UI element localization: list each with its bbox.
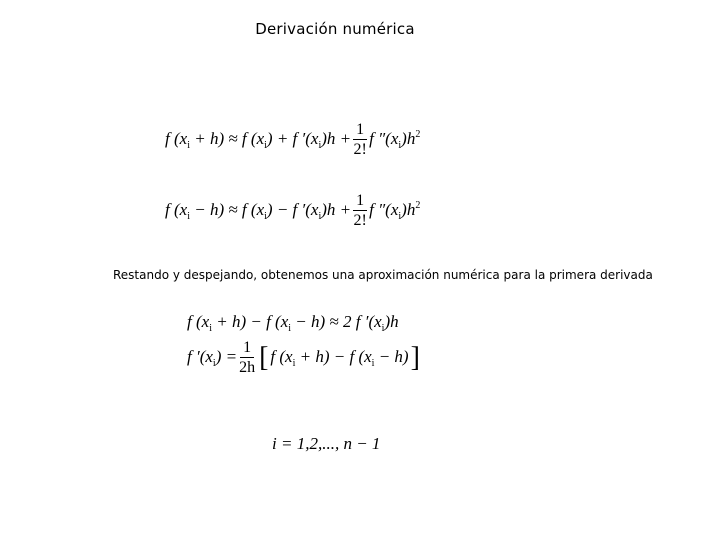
eq2-lhs: f $(x_i - h) \approx f$ $(x_i) - f$ $'(x_i)h$ + [165,200,352,222]
page-title: Derivación numérica [255,20,415,38]
taylor-forward-equation [165,122,420,158]
eq5-text: i = 1,2,..., n − 1 [272,434,381,453]
eq2-fraction: $\frac{1}{2!}$ [353,192,367,229]
eq1-lhs: f $(x_i + h) \approx f$ $(x_i) + f$ $'(x_i)h$ + [165,129,352,151]
explanation-text: Restando y despejando, obtenemos una aproximación numérica para la primera derivada [113,268,653,282]
eq4-open-bracket: [ [259,342,269,373]
eq4-fraction: $\frac{1}{2h}$ [239,339,256,376]
central-difference-equation [187,340,422,376]
eq2-rhs: f $''(x_i)h^2$ [369,200,421,222]
eq4-lhs: f $'(x_i)$ = [187,347,238,369]
eq3-body: f $(x_i + h) - f$ $(x_i - h) \approx 2$ f $'(x_i)h$ [187,312,399,334]
eq1-fraction: $\frac{1}{2!}$ [353,121,367,158]
eq4-close-bracket: ] [410,342,420,373]
subtraction-equation [187,312,399,334]
eq1-rhs: f $''(x_i)h^2$ [369,129,421,151]
eq4-bracket-body: f $(x_i + h) - f$ $(x_i - h)$ [270,347,409,369]
index-range-equation [272,434,380,454]
taylor-backward-equation [165,193,420,229]
